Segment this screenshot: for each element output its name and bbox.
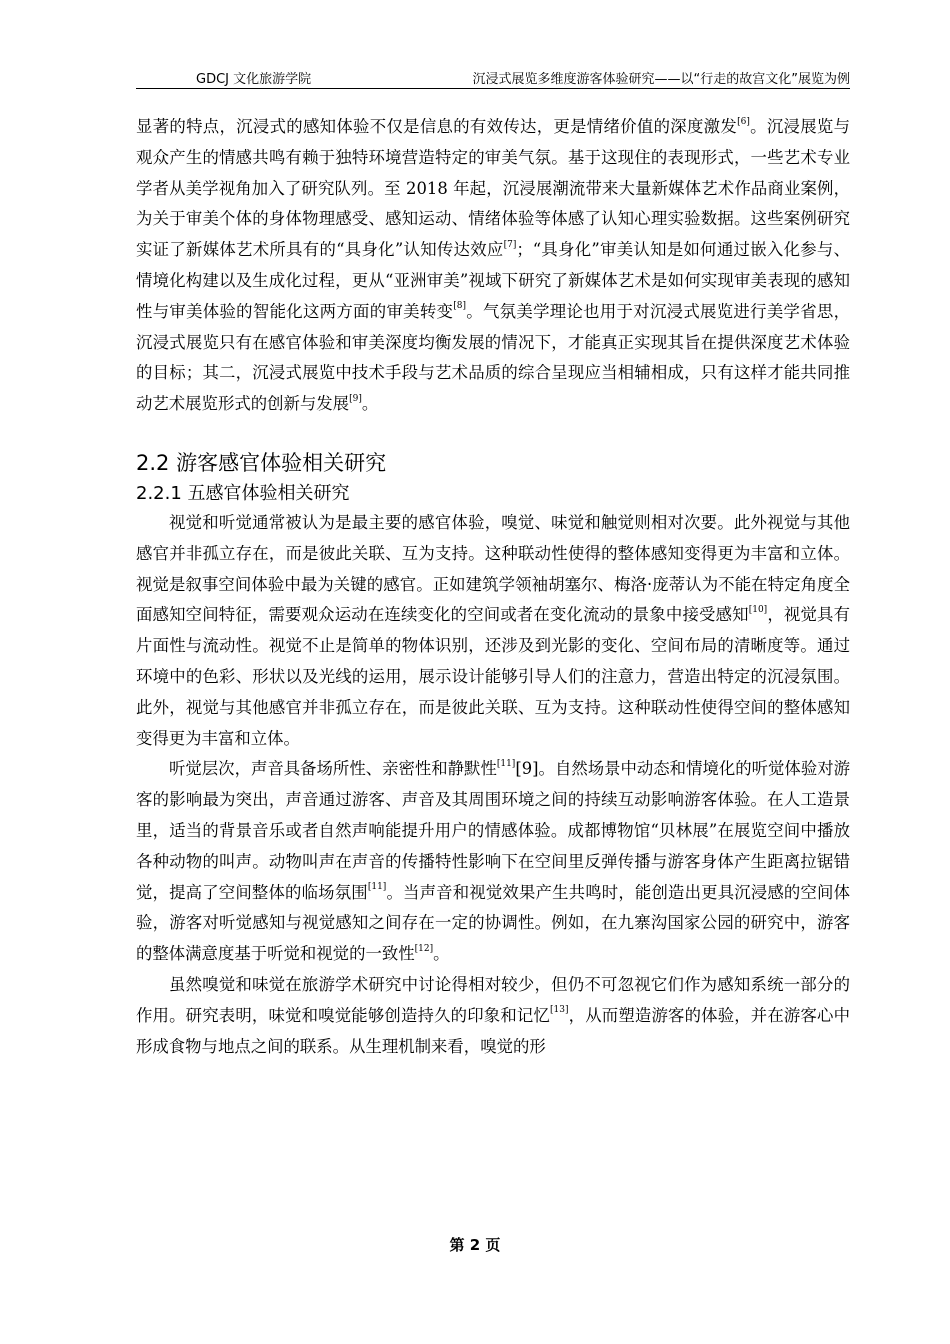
page-body [136, 112, 850, 1062]
page-number: 第 2 页 [449, 1236, 501, 1254]
citation: [11] [496, 758, 516, 769]
citation: [8] [453, 301, 466, 312]
text-run: 。气氛美学理论也用于对沉浸式展览进行美学省思，沉浸式展览只有在感官体验和审美深度均衡发展的情况下，才能真正实现其旨在提供深度艺术体验的目标；其二，沉浸式展览中技术手段与艺术品质的综合呈现应当相辅相成，只有这样才能共同推动艺术展览形式的创新与发展 [136, 301, 851, 414]
text-run: 视觉和听觉通常被认为是最主要的感官体验，嗅觉、味觉和触觉则相对次要。此外视觉与其他感官并非孤立存在，而是彼此关联、互为支持。这种联动性使得的整体感知变得更为丰富和立体。视觉是叙事空间体验中最为关键的感官。正如建筑学领袖胡塞尔、梅洛·庞蒂认为不能在特定角度全面感知空间特征，需要观众运动在连续变化的空间或者在变化流动的景象中接受感知 [136, 512, 850, 625]
intro-paragraph [136, 112, 850, 420]
text-run: 。 [433, 944, 450, 964]
text-run: 虽然嗅觉和味觉在旅游学术研究中讨论得相对较少，但仍不可忽视它们作为感知系统一部分的作用。研究表明，味觉和嗅觉能够创造持久的印象和记忆 [136, 974, 850, 1025]
body-paragraph-auditory [136, 754, 850, 970]
text-run: ，从而塑造游客的体验，并在游客心中形成食物与地点之间的联系。从生理机制来看，嗅觉的形 [136, 1005, 851, 1056]
body-paragraph-smell-taste [136, 970, 850, 1062]
citation: [11] [367, 882, 387, 893]
text-run: 显著的特点，沉浸式的感知体验不仅是信息的有效传达，更是情绪价值的深度激发 [136, 117, 738, 136]
citation: [9] [349, 393, 362, 404]
section-heading: 2.2 游客感官体验相关研究 [136, 450, 387, 475]
text-run: 。当声音和视觉效果产生共鸣时，能创造出更具沉浸感的空间体验，游客对听觉感知与视觉感知之间存在一定的协调性。例如，在九寨沟国家公园的研究中，游客的整体满意度基于听觉和视觉的一致性 [136, 882, 851, 964]
text-run: ，视觉具有片面性与流动性。视觉不止是简单的物体识别，还涉及到光影的变化、空间布局的清晰度等。通过环境中的色彩、形状以及光线的运用，展示设计能够引导人们的注意力，营造出特定的沉浸氛围。此外，视觉与其他感官并非孤立存在，而是彼此关联、互为支持。这种联动性使得空间的整体感知变得更为丰富和立体。 [136, 605, 851, 748]
citation: [7] [503, 239, 517, 250]
citation: [13] [550, 1005, 569, 1016]
citation: [12] [414, 943, 434, 954]
citation: [10] [748, 604, 768, 615]
text-run: 听觉层次，声音具备场所性、亲密性和静默性 [169, 759, 497, 779]
text-run: 。 [361, 394, 379, 414]
text-run: [9]。自然场景中动态和情境化的听觉体验对游客的影响最为突出，声音通过游客、声音及其周围环境之间的持续互动影响游客体验。在人工造景里，适当的背景音乐或者自然声响能提升用户的情感体验。成都博物馆“贝林展”在展览空间中播放各种动物的叫声。动物叫声在声音的传播特性影响下在空间里反弹传播与游客身体产生距离拉锯错觉，提高了空间整体的临场氛围 [136, 759, 850, 902]
header-paper-title: 沉浸式展览多维度游客体验研究——以“行走的故宫文化”展览为例 [472, 72, 850, 87]
running-header [136, 66, 850, 89]
text-run: 。沉浸展览与观众产生的情感共鸣有赖于独特环境营造特定的审美气氛。基于这现住的表现形式，一些艺术专业学者从美学视角加入了研究队列。至 2018 年起，沉浸展潮流带来大量新媒体艺术作品商业案例，为关于审美个体的身体物理感受、感知运动、情绪体验等体感了认知心理实验数据。这些案例研究实证了新媒体艺术所具有的“具身化”认知传达效应 [136, 117, 851, 260]
citation: [6] [737, 116, 750, 127]
body-paragraph-visual [136, 508, 850, 754]
text-run: ；“具身化”审美认知是如何通过嵌入化参与、情境化构建以及生成化过程，更从“亚洲审美”视域下研究了新媒体艺术是如何实现审美表现的感知性与审美体验的智能化这两方面的审美转变 [136, 240, 850, 321]
subsection-heading: 2.2.1 五感官体验相关研究 [136, 482, 350, 504]
header-institution: GDCJ 文化旅游学院 [196, 72, 312, 87]
